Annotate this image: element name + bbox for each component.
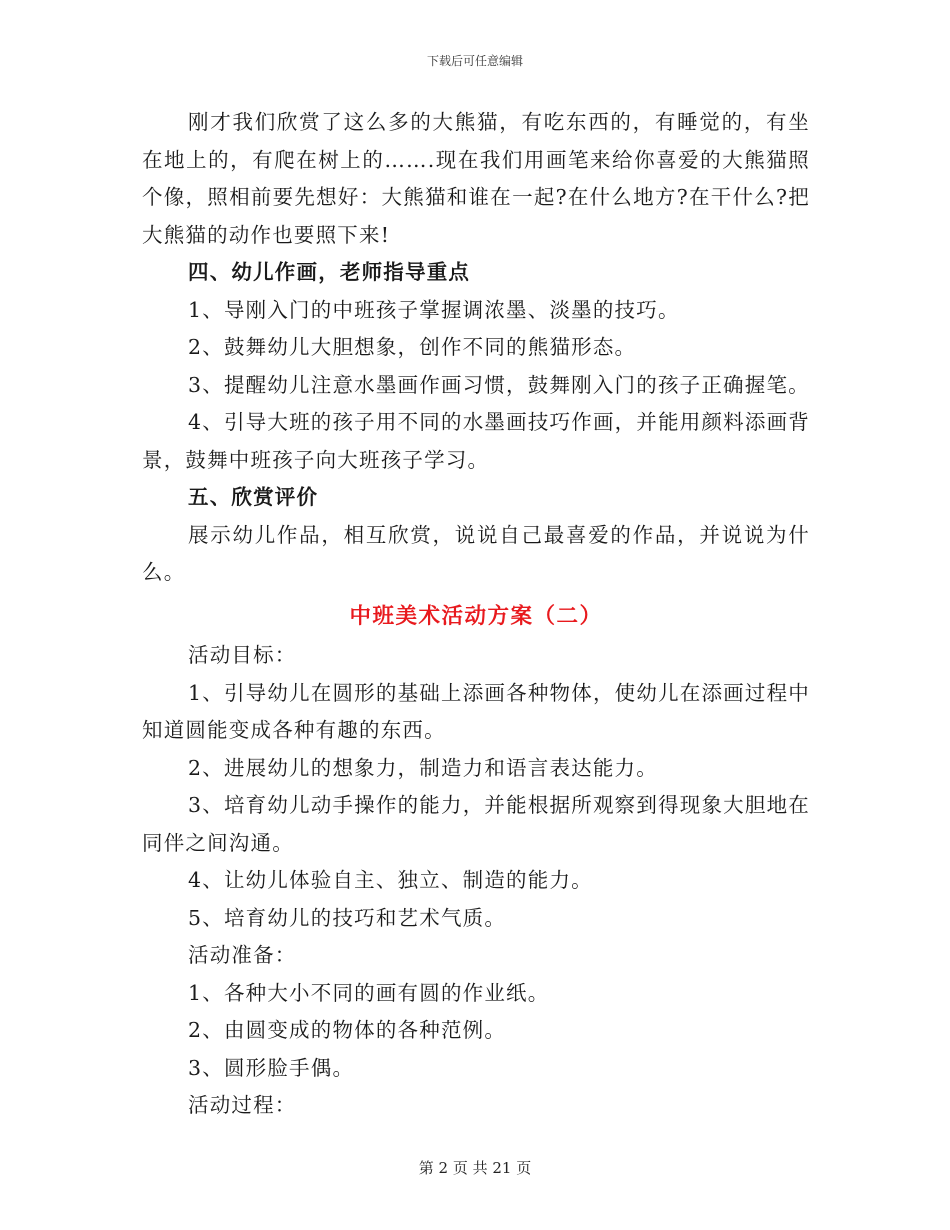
list-item: 4、引导大班的孩子用不同的水墨画技巧作画，并能用颜料添画背景，鼓舞中班孩子向大班孩子学习。	[142, 410, 810, 472]
list-item: 3、培育幼儿动手操作的能力，并能根据所观察到得现象大胆地在同伴之间沟通。	[142, 793, 810, 855]
list-item: 2、进展幼儿的想象力，制造力和语言表达能力。	[188, 755, 658, 780]
paragraph-evaluation: 展示幼儿作品，相互欣赏，说说自己最喜爱的作品，并说说为什么。	[142, 522, 810, 584]
section-heading-5: 五、欣赏评价	[188, 485, 319, 509]
paragraph-intro: 刚才我们欣赏了这么多的大熊猫，有吃东西的，有睡觉的，有坐在地上的，有爬在树上的…….现在我们用画笔来给你喜爱的大熊猫照个像，照相前要先想好：大熊猫和谁在一起?在什么地方?在干什么?把大熊猫的动作也要照下来!	[142, 110, 810, 247]
list-item: 1、导刚入门的中班孩子掌握调浓墨、淡墨的技巧。	[188, 297, 680, 322]
page-footer: 第 2 页 共 21 页	[418, 1159, 532, 1177]
document-body	[142, 104, 810, 1125]
prep-label: 活动准备：	[188, 943, 297, 967]
list-item: 1、引导幼儿在圆形的基础上添画各种物体，使幼儿在添画过程中知道圆能变成各种有趣的东西。	[142, 680, 810, 742]
plan-title: 中班美术活动方案（二）	[349, 603, 603, 629]
list-item: 4、让幼儿体验自主、独立、制造的能力。	[188, 868, 593, 892]
list-item: 2、由圆变成的物体的各种范例。	[188, 1018, 507, 1042]
page-header: 下载后可任意编辑	[426, 54, 523, 68]
process-label: 活动过程：	[188, 1093, 297, 1117]
list-item: 1、各种大小不同的画有圆的作业纸。	[188, 980, 550, 1005]
list-item: 2、鼓舞幼儿大胆想象，创作不同的熊猫形态。	[188, 335, 637, 359]
section-heading-4: 四、幼儿作画，老师指导重点	[188, 260, 471, 284]
list-item: 3、提醒幼儿注意水墨画作画习惯，鼓舞刚入门的孩子正确握笔。	[188, 372, 810, 397]
list-item: 5、培育幼儿的技巧和艺术气质。	[188, 905, 507, 930]
list-item: 3、圆形脸手偶。	[188, 1055, 355, 1080]
goals-label: 活动目标：	[188, 643, 297, 667]
